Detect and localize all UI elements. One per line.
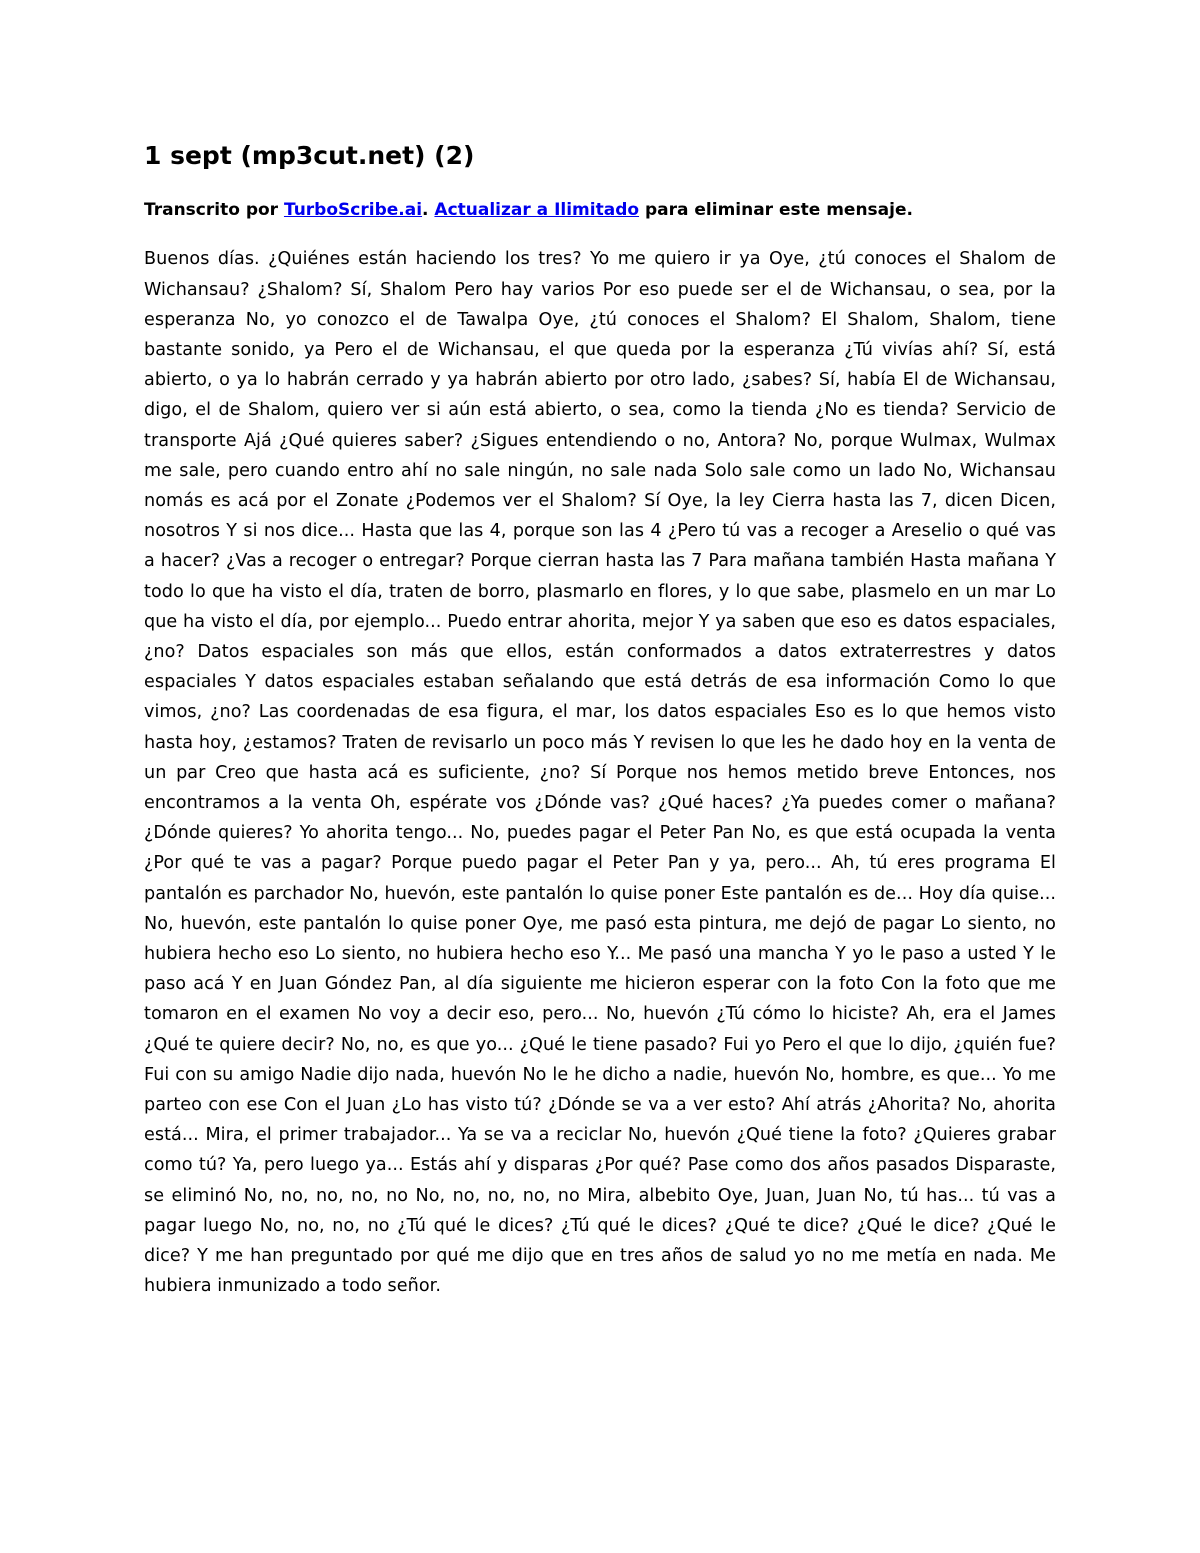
turboscribe-link[interactable]: TurboScribe.ai: [283, 199, 423, 220]
document-title: 1 sept (mp3cut.net) (2): [144, 141, 475, 170]
credit-prefix: Transcrito por: [144, 199, 284, 220]
transcription-credit: [144, 199, 1056, 223]
credit-separator: .: [422, 199, 435, 220]
transcript-body: Buenos días. ¿Quiénes están haciendo los tres? Yo me quiero ir ya Oye, ¿tú conoces el Shalom de Wichansau? ¿Shalom? Sí, Shalom Pero hay varios Por eso puede ser el de Wichansau, o sea, por la esperanza No, yo conozco el de Tawalpa Oye, ¿tú conoces el Shalom? El Shalom, Shalom, tiene bastante sonido, ya Pero el de Wichansau, el que queda por la esperanza ¿Tú vivías ahí? Sí, está abierto, o ya lo habrán cerrado y ya habrán abierto por otro lado, ¿sabes? Sí, había El de Wichansau, digo, el de Shalom, quiero ver si aún está abierto, o sea, como la tienda ¿No es tienda? Servicio de transporte Ajá ¿Qué quieres saber? ¿Sigues entendiendo o no, Antora? No, porque Wulmax, Wulmax me sale, pero cuando entro ahí no sale ningún, no sale nada Solo sale como un lado No, Wichansau nomás es acá por el Zonate ¿Podemos ver el Shalom? Sí Oye, la ley Cierra hasta las 7, dicen Dicen, nosotros Y si nos dice... Hasta que las 4, porque son las 4 ¿Pero tú vas a recoger a Areselio o qué vas a hacer? ¿Vas a recoger o entregar? Porque cierran hasta las 7 Para mañana también Hasta mañana Y todo lo que ha visto el día, traten de borro, plasmarlo en flores, y lo que sabe, plasmelo en un mar Lo que ha visto el día, por ejemplo... Puedo entrar ahorita, mejor Y ya saben que eso es datos espaciales, ¿no? Datos espaciales son más que ellos, están conformados a datos extraterrestres y datos espaciales Y datos espaciales estaban señalando que está detrás de esa información Como lo que vimos, ¿no? Las coordenadas de esa figura, el mar, los datos espaciales Eso es lo que hemos visto hasta hoy, ¿estamos? Traten de revisarlo un poco más Y revisen lo que les he dado hoy en la venta de un par Creo que hasta acá es suficiente, ¿no? Sí Porque nos hemos metido breve Entonces, nos encontramos a la venta Oh, espérate vos ¿Dónde vas? ¿Qué haces? ¿Ya puedes comer o mañana? ¿Dónde quieres? Yo ahorita tengo... No, puedes pagar el Peter Pan No, es que está ocupada la venta ¿Por qué te vas a pagar? Porque puedo pagar el Peter Pan y ya, pero... Ah, tú eres programa El pantalón es parchador No, huevón, este pantalón lo quise poner Este pantalón es de... Hoy día quise... No, huevón, este pantalón lo quise poner Oye, me pasó esta pintura, me dejó de pagar Lo siento, no hubiera hecho eso Lo siento, no hubiera hecho eso Y... Me pasó una mancha Y yo le paso a usted Y le paso acá Y en Juan Góndez Pan, al día siguiente me hicieron esperar con la foto Con la foto que me tomaron en el examen No voy a decir eso, pero... No, huevón ¿Tú cómo lo hiciste? Ah, era el James ¿Qué te quiere decir? No, no, es que yo... ¿Qué le tiene pasado? Fui yo Pero el que lo dijo, ¿quién fue? Fui con su amigo Nadie dijo nada, huevón No le he dicho a nadie, huevón No, hombre, es que... Yo me parteo con ese Con el Juan ¿Lo has visto tú? ¿Dónde se va a ver esto? Ahí atrás ¿Ahorita? No, ahorita está... Mira, el primer trabajador... Ya se va a reciclar No, huevón ¿Qué tiene la foto? ¿Quieres grabar como tú? Ya, pero luego ya... Estás ahí y disparas ¿Por qué? Pase como dos años pasados Disparaste, se eliminó No, no, no, no, no No, no, no, no, no Mira, albebito Oye, Juan, Juan No, tú has... tú vas a pagar luego No, no, no, no ¿Tú qué le dices? ¿Tú qué le dices? ¿Qué te dice? ¿Qué le dice? ¿Qué le dice? Y me han preguntado por qué me dijo que en tres años de salud yo no me metía en nada. Me hubiera inmunizado a todo señor.: [144, 249, 1056, 1297]
document-page: [144, 140, 1056, 1301]
credit-suffix: para eliminar este mensaje.: [639, 199, 913, 220]
upgrade-unlimited-link[interactable]: Actualizar a Ilimitado: [434, 199, 640, 220]
